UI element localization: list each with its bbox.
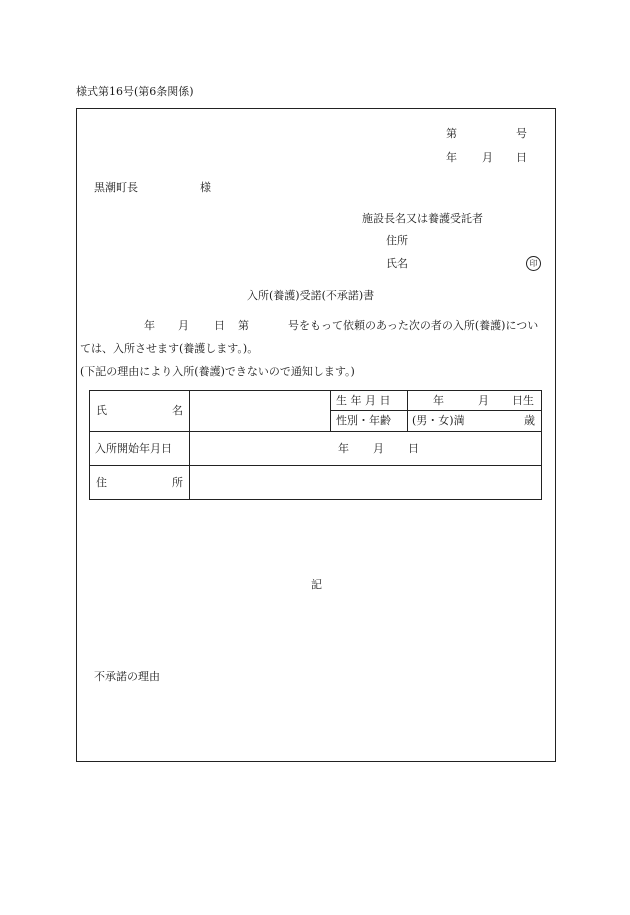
body-line2: ては、入所させます(養護します。)。 xyxy=(80,342,259,355)
addressee-name: 黒潮町長 xyxy=(94,181,138,194)
sex-age-label: 性別・年齢 xyxy=(336,414,391,427)
ki-heading: 記 xyxy=(311,578,322,591)
sex-age-value: (男・女)満 xyxy=(412,414,465,427)
start-date-label: 入所開始年月日 xyxy=(95,442,172,455)
age-unit: 歳 xyxy=(524,414,535,427)
body-number-prefix: 第 xyxy=(238,319,249,332)
start-year: 年 xyxy=(338,442,349,455)
start-day: 日 xyxy=(408,442,419,455)
header-year: 年 xyxy=(446,151,457,164)
document-title: 入所(養護)受諾(不承諾)書 xyxy=(247,289,375,302)
form-label: 様式第16号(第6条関係) xyxy=(76,85,194,98)
addressee-honorific: 様 xyxy=(200,181,211,194)
sender-name-label: 氏名 xyxy=(386,257,408,270)
number-prefix: 第 xyxy=(446,127,457,140)
name-value-cell xyxy=(190,391,329,430)
body-day: 日 xyxy=(214,319,225,332)
sender-address-label: 住所 xyxy=(386,234,408,247)
address-label-2: 所 xyxy=(172,476,183,489)
address-label-1: 住 xyxy=(96,476,107,489)
header-month: 月 xyxy=(482,151,493,164)
table-hline-2 xyxy=(89,465,542,466)
start-month: 月 xyxy=(373,442,384,455)
reason-label: 不承諾の理由 xyxy=(94,670,160,683)
body-year: 年 xyxy=(144,319,155,332)
header-day: 日 xyxy=(516,151,527,164)
table-hline-1 xyxy=(89,431,542,432)
sender-title: 施設長名又は養護受託者 xyxy=(362,212,483,225)
birth-day: 日生 xyxy=(512,394,534,407)
body-line3: (下記の理由により入所(養護)できないので通知します。) xyxy=(80,365,355,378)
seal-stamp: 印 xyxy=(526,256,541,271)
table-vline-birth-right xyxy=(407,390,408,431)
body-line1-tail: 号をもって依頼のあった次の者の入所(養護)につい xyxy=(288,319,539,332)
body-month: 月 xyxy=(178,319,189,332)
name-label-1: 氏 xyxy=(96,404,107,417)
name-label-2: 名 xyxy=(172,404,183,417)
number-suffix: 号 xyxy=(516,127,527,140)
birth-year: 年 xyxy=(433,394,444,407)
table-vline-birth-left xyxy=(330,390,331,431)
birth-month: 月 xyxy=(478,394,489,407)
birth-label: 生 年 月 日 xyxy=(336,394,391,407)
table-hline-mid-right xyxy=(330,410,542,411)
